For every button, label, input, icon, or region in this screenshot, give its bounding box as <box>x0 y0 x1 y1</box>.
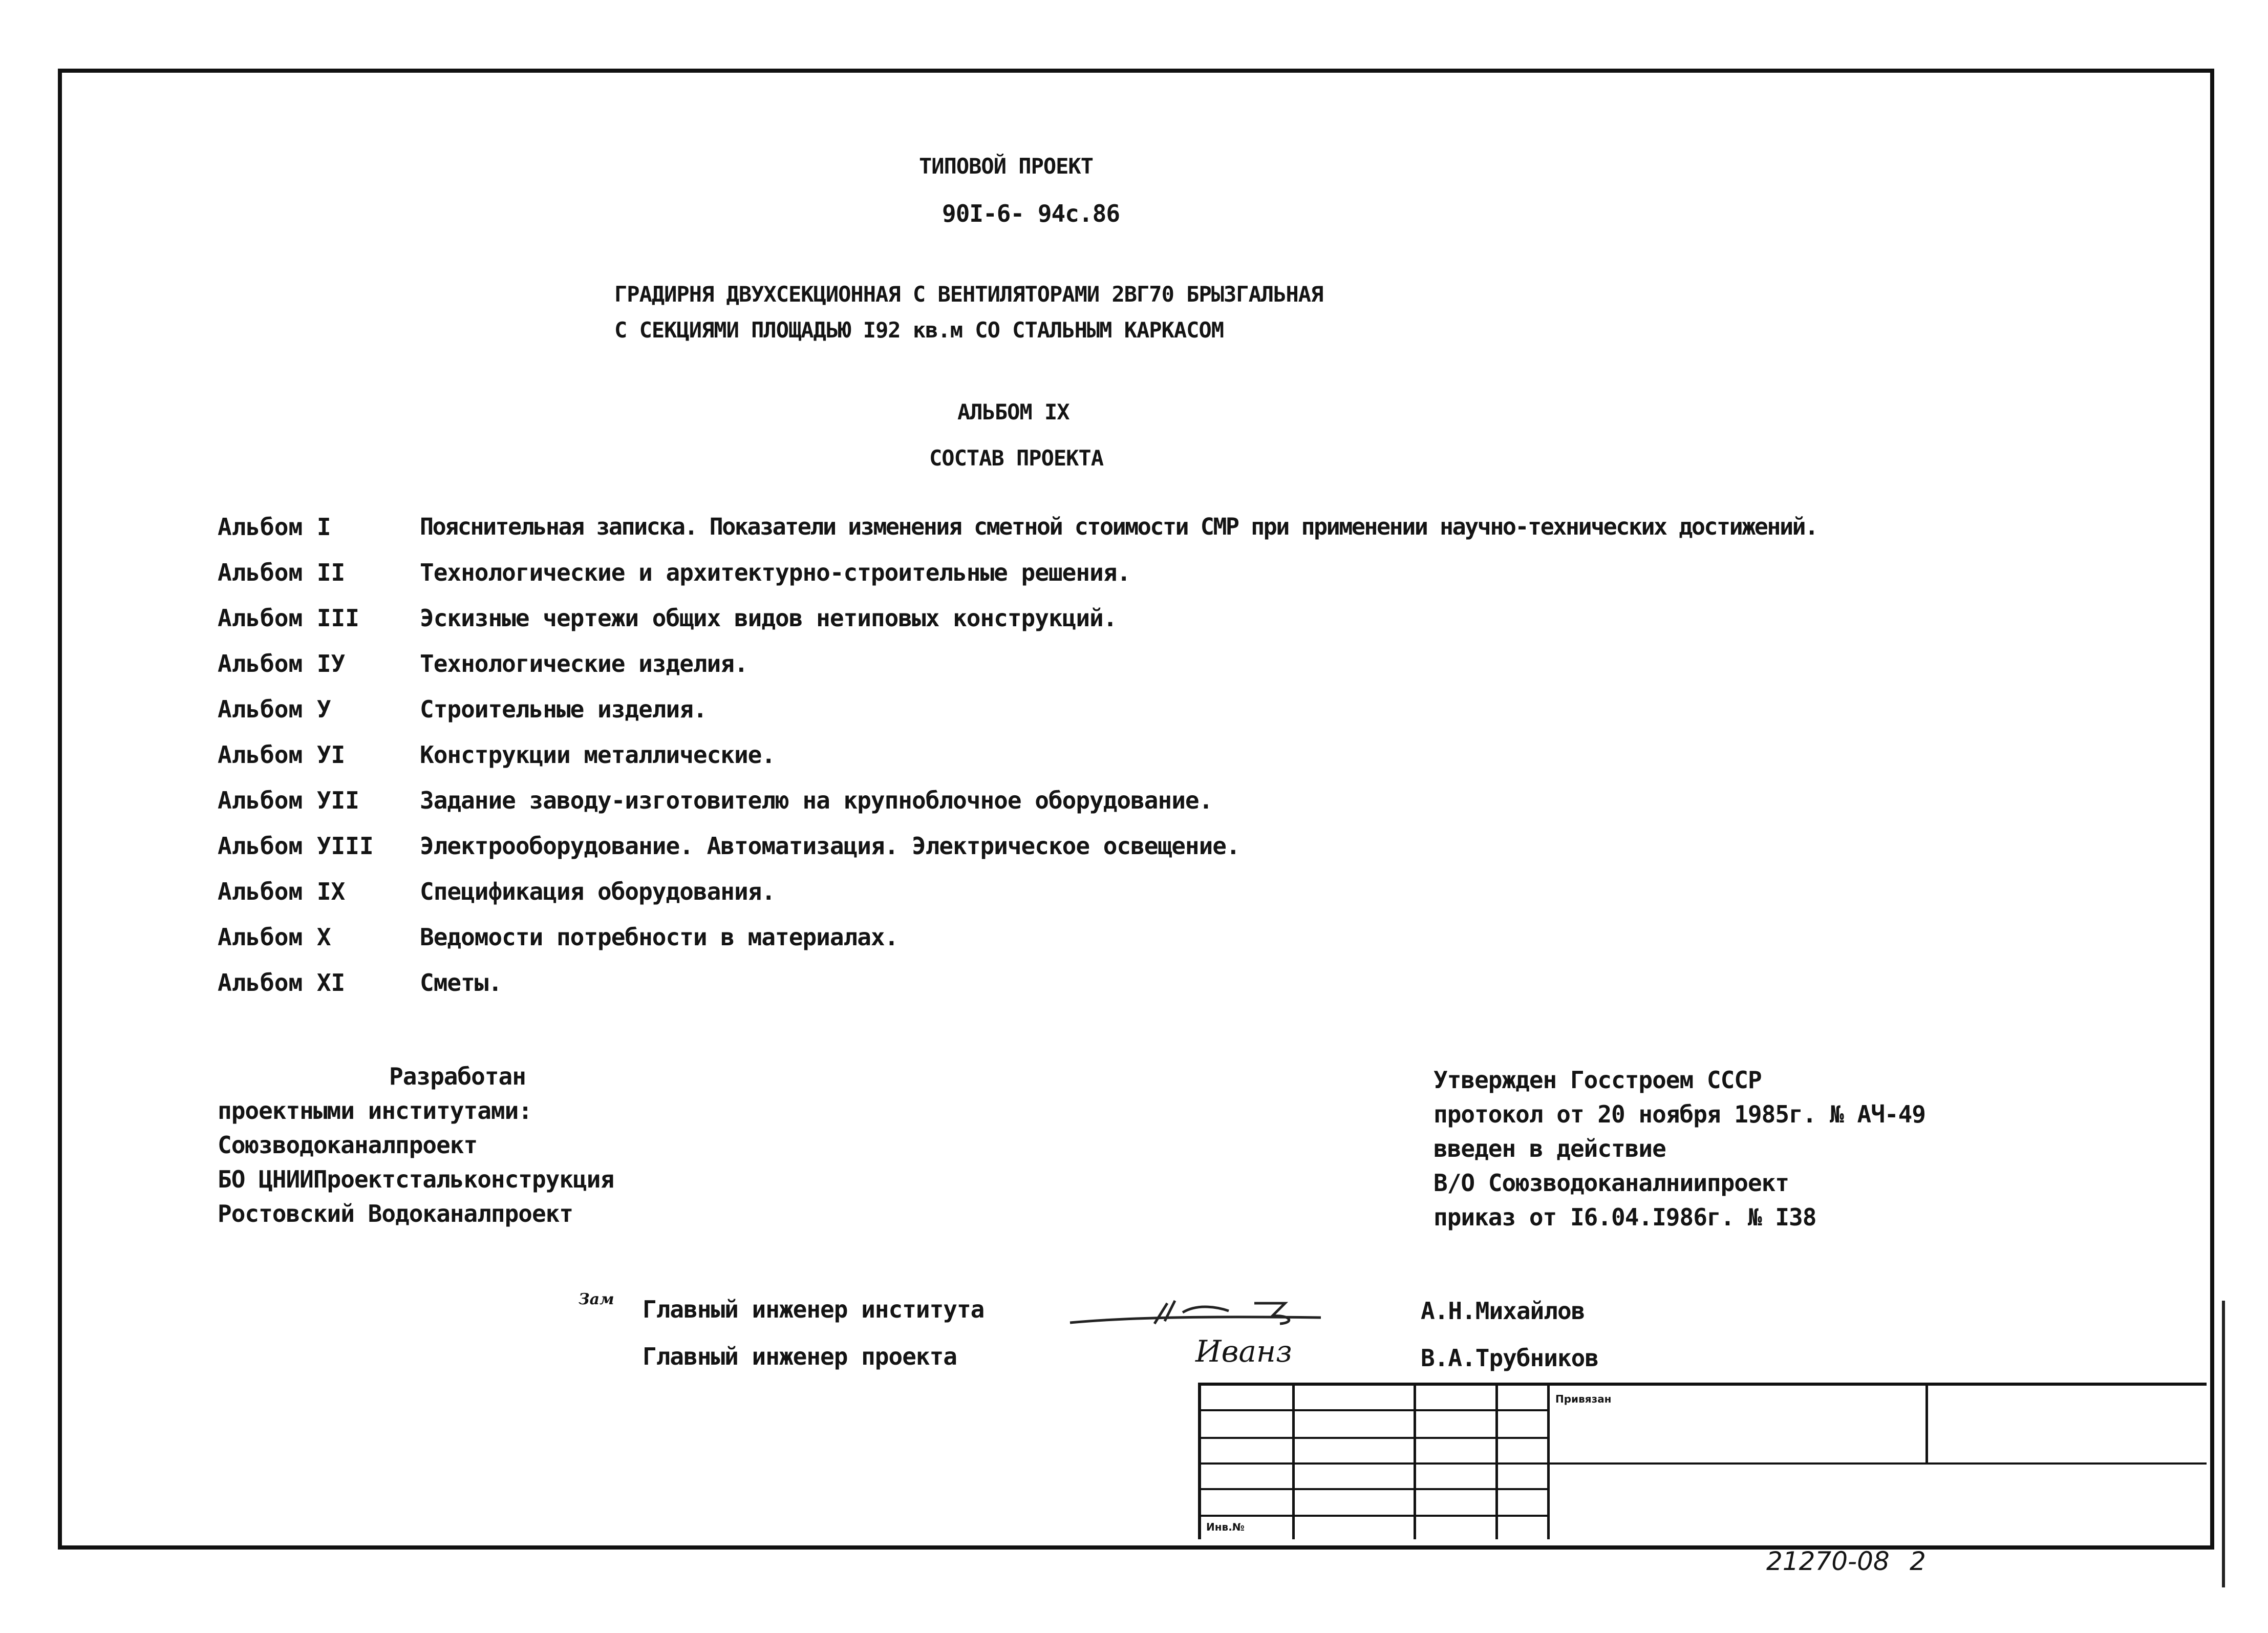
developed-line: Союзводоканалпроект <box>218 1131 478 1159</box>
album-description: Пояснительная записка. Показатели изменения сметной стоимости СМР при применении научно-технических достижений. <box>420 513 1817 540</box>
edge-mark <box>2222 1301 2225 1587</box>
album-name: Альбом УII <box>218 787 359 814</box>
signature-role: Главный инженер проекта <box>643 1343 957 1370</box>
album-description: Строительные изделия. <box>420 695 707 723</box>
album-description: Конструкции металлические. <box>420 741 776 769</box>
album-description: Технологические изделия. <box>420 650 748 677</box>
deputy-prefix: Зам <box>579 1290 614 1308</box>
album-name: Альбом У <box>218 695 331 723</box>
title-line-1: ГРАДИРНЯ ДВУХСЕКЦИОННАЯ С ВЕНТИЛЯТОРАМИ 2ВГ70 БРЫЗГАЛЬНАЯ <box>614 282 1323 307</box>
album-description: Эскизные чертежи общих видов нетиповых конструкций. <box>420 604 1117 632</box>
developed-line: проектными институтами: <box>218 1097 532 1125</box>
album-description: Задание заводу-изготовителю на крупноблочное оборудование. <box>420 787 1213 814</box>
approved-line: В/О Союзводоканалниипроект <box>1433 1169 1789 1197</box>
album-description: Технологические и архитектурно-строительные решения. <box>420 559 1131 586</box>
developed-line: БО ЦНИИПроектстальконструкция <box>218 1165 614 1193</box>
approved-line: Утвержден Госстроем СССР <box>1433 1066 1762 1094</box>
composition-title: СОСТАВ ПРОЕКТА <box>929 446 1104 471</box>
signature-role: Главный инженер института <box>643 1296 985 1323</box>
album-name: Альбом I <box>218 513 331 541</box>
inventory-label: Инв.№ <box>1206 1521 1245 1533</box>
document-number: 21270-08 <box>1766 1546 1890 1576</box>
signature-name: А.Н.Михайлов <box>1421 1297 1585 1325</box>
album-name: Альбом УI <box>218 741 346 769</box>
project-number: 90I-6- 94с.86 <box>942 200 1120 227</box>
album-description: Электрооборудование. Автоматизация. Электрическое освещение. <box>420 832 1240 860</box>
sheet-number: 2 <box>1910 1546 1926 1576</box>
album-name: Альбом УIII <box>218 832 374 860</box>
album-name: Альбом II <box>218 559 346 586</box>
signature-handwriting: Иванз <box>1195 1334 1292 1369</box>
developed-line: Ростовский Водоканалпроект <box>218 1200 573 1227</box>
title-line-2: С СЕКЦИЯМИ ПЛОЩАДЬЮ I92 кв.м СО СТАЛЬНЫМ КАРКАСОМ <box>614 317 1224 343</box>
album-description: Спецификация оборудования. <box>420 878 776 905</box>
album-description: Ведомости потребности в материалах. <box>420 923 898 951</box>
album-name: Альбом III <box>218 604 359 632</box>
approved-line: протокол от 20 ноября 1985г. № АЧ-49 <box>1433 1100 1925 1128</box>
album-name: Альбом XI <box>218 969 346 996</box>
album-description: Сметы. <box>420 969 502 996</box>
album-name: Альбом X <box>218 923 331 951</box>
approved-line: введен в действие <box>1433 1135 1666 1162</box>
developed-heading: Разработан <box>389 1063 526 1090</box>
album-name: Альбом IX <box>218 878 346 905</box>
project-type: ТИПОВОЙ ПРОЕКТ <box>919 154 1094 179</box>
signature-name: В.А.Трубников <box>1421 1344 1599 1372</box>
album-name: Альбом IУ <box>218 650 346 677</box>
handwritten-signature <box>1065 1288 1341 1334</box>
album-title: АЛЬБОМ IX <box>957 399 1069 425</box>
approved-line: приказ от I6.04.I986г. № I38 <box>1433 1203 1816 1231</box>
title-block <box>1198 1383 2207 1539</box>
bound-label: Привязан <box>1555 1393 1612 1405</box>
